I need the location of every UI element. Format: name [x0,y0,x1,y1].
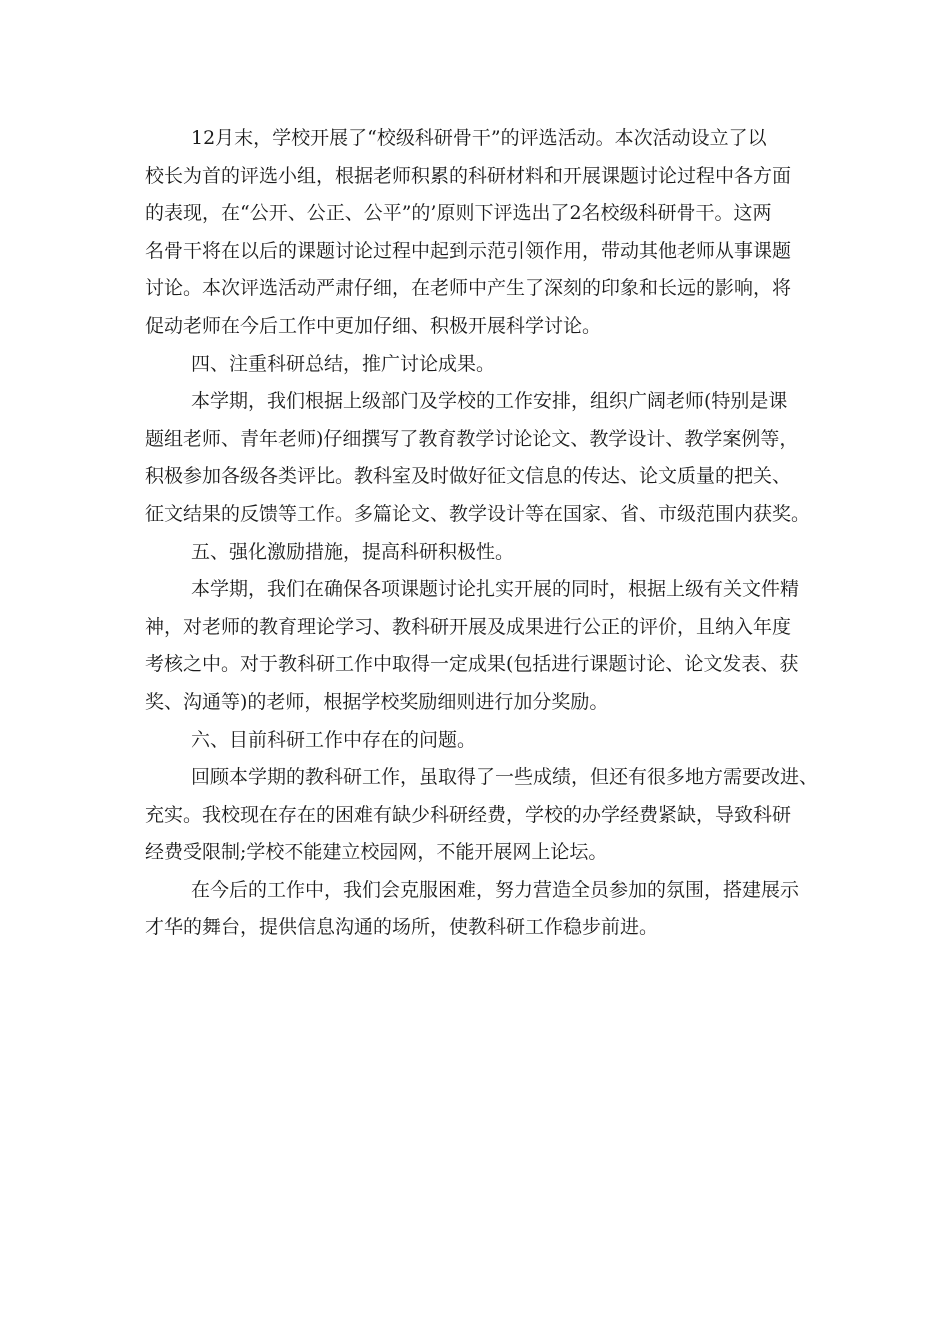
paragraph-line: 考核之中。对于教科研工作中取得一定成果(包括进行课题讨论、论文发表、获 [145,653,799,676]
paragraph-line: 12月末，学校开展了“校级科研骨干”的评选活动。本次活动设立了以 [191,127,767,149]
paragraph-line: 奖、沟通等)的老师，根据学校奖励细则进行加分奖励。 [145,690,609,713]
section-heading: 四、注重科研总结，推广讨论成果。 [191,352,496,375]
paragraph-line: 的表现，在“公开、公正、公平”的’原则下评选出了2名校级科研骨干。这两 [145,202,772,225]
section-heading: 六、目前科研工作中存在的问题。 [191,728,477,751]
paragraph-line: 经费受限制;学校不能建立校园网，不能开展网上论坛。 [145,841,608,864]
section-heading: 五、强化激励措施，提高科研积极性。 [191,540,515,563]
paragraph-line: 校长为首的评选小组，根据老师积累的科研材料和开展课题讨论过程中各方面 [145,164,792,187]
document-body [145,120,825,947]
paragraph-line: 神，对老师的教育理论学习、教科研开展及成果进行公正的评价，且纳入年度 [145,615,792,638]
paragraph-line: 讨论。本次评选活动严肃仔细，在老师中产生了深刻的印象和长远的影响，将 [145,277,792,300]
paragraph-line: 征文结果的反馈等工作。多篇论文、教学设计等在国家、省、市级范围内获奖。 [145,502,811,525]
paragraph-line: 题组老师、青年老师)仔细撰写了教育教学讨论论文、教学设计、教学案例等， [145,427,799,450]
paragraph-line: 本学期，我们根据上级部门及学校的工作安排，组织广阔老师(特别是课 [191,390,788,413]
paragraph-line: 名骨干将在以后的课题讨论过程中起到示范引领作用，带动其他老师从事课题 [145,239,792,262]
paragraph-line: 才华的舞台，提供信息沟通的场所，使教科研工作稳步前进。 [145,916,659,939]
paragraph-line: 充实。我校现在存在的困难有缺少科研经费，学校的办学经费紧缺，导致科研 [145,803,792,826]
paragraph-line: 本学期，我们在确保各项课题讨论扎实开展的同时，根据上级有关文件精 [191,578,800,601]
paragraph-line: 回顾本学期的教科研工作，虽取得了一些成绩，但还有很多地方需要改进、 [191,766,819,789]
paragraph-line: 促动老师在今后工作中更加仔细、积极开展科学讨论。 [145,314,602,337]
paragraph-line: 积极参加各级各类评比。教科室及时做好征文信息的传达、论文质量的把关、 [145,465,792,488]
paragraph-line: 在今后的工作中，我们会克服困难，努力营造全员参加的氛围，搭建展示 [191,878,800,901]
